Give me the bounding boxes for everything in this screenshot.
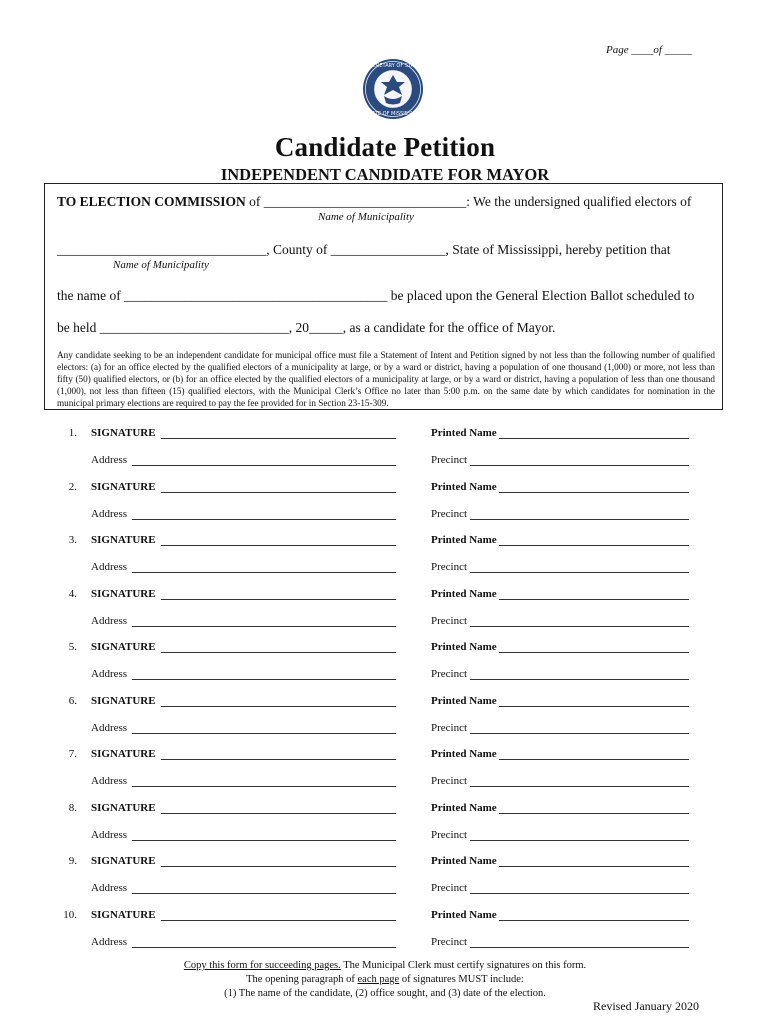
petition-line-4: be held ____________________________, 20_____, as a candidate for the office of Mayor. <box>57 320 556 335</box>
signature-row <box>0 748 770 762</box>
precinct-label: Precinct <box>431 561 468 573</box>
precinct-field[interactable] <box>470 893 689 894</box>
signature-row <box>0 855 770 869</box>
address-label: Address <box>91 507 128 520</box>
signature-label: SIGNATURE <box>91 748 156 760</box>
address-field[interactable] <box>132 840 396 841</box>
signature-row <box>0 641 770 655</box>
printed-name-field[interactable] <box>499 866 689 867</box>
address-row <box>0 775 770 789</box>
signature-field[interactable] <box>161 438 396 439</box>
secretary-of-state-seal <box>362 58 424 120</box>
printed-name-label: Printed Name <box>431 694 497 707</box>
precinct-field[interactable] <box>470 679 689 680</box>
signature-row <box>0 427 770 441</box>
svg-text:STATE OF MISSISSIPPI: STATE OF MISSISSIPPI <box>365 111 421 117</box>
petition-line-1 <box>57 194 691 210</box>
signature-row <box>0 588 770 602</box>
signature-label: SIGNATURE <box>91 801 156 814</box>
footer-line-2-post: of signatures MUST include: <box>399 974 524 985</box>
address-label: Address <box>91 882 128 894</box>
signature-label: SIGNATURE <box>91 908 156 921</box>
revision-date: Revised January 2020 <box>593 999 699 1013</box>
printed-name-field[interactable] <box>499 759 689 760</box>
precinct-field[interactable] <box>470 572 689 573</box>
each-page-note: each page <box>357 974 400 985</box>
precinct-field[interactable] <box>470 786 689 787</box>
signature-row <box>0 695 770 709</box>
printed-name-field[interactable] <box>499 599 689 600</box>
address-field[interactable] <box>132 679 396 680</box>
precinct-field[interactable] <box>470 733 689 734</box>
address-field[interactable] <box>132 733 396 734</box>
address-row <box>0 508 770 522</box>
printed-name-field[interactable] <box>499 652 689 653</box>
footer-line-3: (1) The name of the candidate, (2) office sought, and (3) date of the election. <box>224 988 546 999</box>
municipality-caption-1: Name of Municipality <box>318 211 414 223</box>
printed-name-field[interactable] <box>499 492 689 493</box>
printed-name-label: Printed Name <box>431 480 497 493</box>
signature-row <box>0 909 770 923</box>
address-label: Address <box>91 775 128 787</box>
entry-number: 7. <box>68 748 77 760</box>
copy-form-note: Copy this form for succeeding pages. <box>183 960 341 971</box>
address-label: Address <box>91 668 128 680</box>
precinct-label: Precinct <box>431 507 468 520</box>
election-commission-label: TO ELECTION COMMISSION <box>57 194 246 209</box>
precinct-field[interactable] <box>470 947 689 948</box>
municipality-field-text: of ______________________________: We the undersigned qualified electors of <box>245 194 692 209</box>
printed-name-field[interactable] <box>499 545 689 546</box>
printed-name-label: Printed Name <box>431 801 497 814</box>
address-row <box>0 615 770 629</box>
petition-line-2: _______________________________, County of _________________, State of Mississippi, hereby petition that <box>57 242 671 257</box>
entry-number: 8. <box>68 801 77 814</box>
printed-name-label: Printed Name <box>431 855 497 867</box>
page-number-field: Page ____of _____ <box>606 44 693 56</box>
printed-name-label: Printed Name <box>431 534 497 546</box>
signature-row <box>0 802 770 816</box>
entry-number: 10. <box>63 908 77 921</box>
address-label: Address <box>91 614 128 627</box>
address-label: Address <box>91 454 128 466</box>
signature-field[interactable] <box>161 866 396 867</box>
certify-note: The Municipal Clerk must certify signatures on this form. <box>340 960 587 971</box>
signature-label: SIGNATURE <box>91 427 156 439</box>
printed-name-label: Printed Name <box>431 641 497 653</box>
address-label: Address <box>91 561 128 573</box>
address-row <box>0 722 770 736</box>
signature-field[interactable] <box>161 920 396 921</box>
municipality-caption-2: Name of Municipality <box>113 259 209 271</box>
precinct-field[interactable] <box>470 840 689 841</box>
address-field[interactable] <box>132 465 396 466</box>
petition-notice: Any candidate seeking to be an independent candidate for municipal office must file a Statement of Intent and Petition signed by not less than the following number of qualified electors: (a) for an office elected by the qualified electors of a municipality at large, or by a ward or district, having a population of one thousand (1,000) or more, not less than fifty (50) qualified electors, or (b) for an office elected by the qualified electors of a municipality at large, or by a ward or district, having a population of less than one thousand (1,000), not less than fifteen (15) qualified electors, with the Municipal Clerk’s Office no later than 5:00 p.m. on the same date by which candidates for nomination in the municipal primary elections are required to pay the fee provided for in Section 23-15-309. <box>57 350 715 408</box>
entry-number: 4. <box>68 587 77 600</box>
precinct-field[interactable] <box>470 465 689 466</box>
signature-label: SIGNATURE <box>91 855 156 867</box>
address-label: Address <box>91 935 128 948</box>
precinct-field[interactable] <box>470 519 689 520</box>
footer-instructions <box>0 959 770 1001</box>
printed-name-label: Printed Name <box>431 587 497 600</box>
printed-name-field[interactable] <box>499 706 689 707</box>
address-field[interactable] <box>132 786 396 787</box>
precinct-label: Precinct <box>431 935 468 948</box>
signature-label: SIGNATURE <box>91 694 156 707</box>
precinct-field[interactable] <box>470 626 689 627</box>
precinct-label: Precinct <box>431 614 468 627</box>
printed-name-label: Printed Name <box>431 748 497 760</box>
signature-field[interactable] <box>161 492 396 493</box>
signature-row <box>0 534 770 548</box>
signature-label: SIGNATURE <box>91 641 156 653</box>
address-field[interactable] <box>132 626 396 627</box>
signature-label: SIGNATURE <box>91 587 156 600</box>
precinct-label: Precinct <box>431 775 468 787</box>
signature-label: SIGNATURE <box>91 480 156 493</box>
signature-field[interactable] <box>161 706 396 707</box>
address-row <box>0 936 770 950</box>
svg-text:SECRETARY OF STATE: SECRETARY OF STATE <box>366 63 420 69</box>
printed-name-label: Printed Name <box>431 908 497 921</box>
signature-label: SIGNATURE <box>91 534 156 546</box>
address-row <box>0 829 770 843</box>
precinct-label: Precinct <box>431 828 468 841</box>
signature-field[interactable] <box>161 759 396 760</box>
entry-number: 6. <box>68 694 77 707</box>
printed-name-label: Printed Name <box>431 427 497 439</box>
address-label: Address <box>91 721 128 734</box>
address-field[interactable] <box>132 893 396 894</box>
footer-line-2-pre: The opening paragraph of <box>246 974 358 985</box>
precinct-label: Precinct <box>431 721 468 734</box>
signature-row <box>0 481 770 495</box>
printed-name-field[interactable] <box>499 813 689 814</box>
entry-number: 1. <box>68 427 77 439</box>
address-field[interactable] <box>132 572 396 573</box>
precinct-label: Precinct <box>431 668 468 680</box>
address-row <box>0 454 770 468</box>
petition-line-3: the name of _______________________________________ be placed upon the General Election Ballot scheduled to <box>57 288 695 303</box>
entry-number: 3. <box>68 534 77 546</box>
footer-line-1 <box>0 959 770 973</box>
signature-field[interactable] <box>161 813 396 814</box>
address-label: Address <box>91 828 128 841</box>
address-row <box>0 668 770 682</box>
signature-field[interactable] <box>161 652 396 653</box>
entry-number: 2. <box>68 480 77 493</box>
entry-number: 9. <box>68 855 77 867</box>
signature-field[interactable] <box>161 599 396 600</box>
printed-name-field[interactable] <box>499 920 689 921</box>
page-title: Candidate Petition <box>274 132 496 162</box>
precinct-label: Precinct <box>431 882 468 894</box>
page-subtitle: INDEPENDENT CANDIDATE FOR MAYOR <box>220 165 550 184</box>
address-row <box>0 561 770 575</box>
address-field[interactable] <box>132 947 396 948</box>
printed-name-field[interactable] <box>499 438 689 439</box>
footer-line-2 <box>0 973 770 987</box>
address-row <box>0 882 770 896</box>
precinct-label: Precinct <box>431 454 468 466</box>
signature-field[interactable] <box>161 545 396 546</box>
address-field[interactable] <box>132 519 396 520</box>
entry-number: 5. <box>68 641 77 653</box>
